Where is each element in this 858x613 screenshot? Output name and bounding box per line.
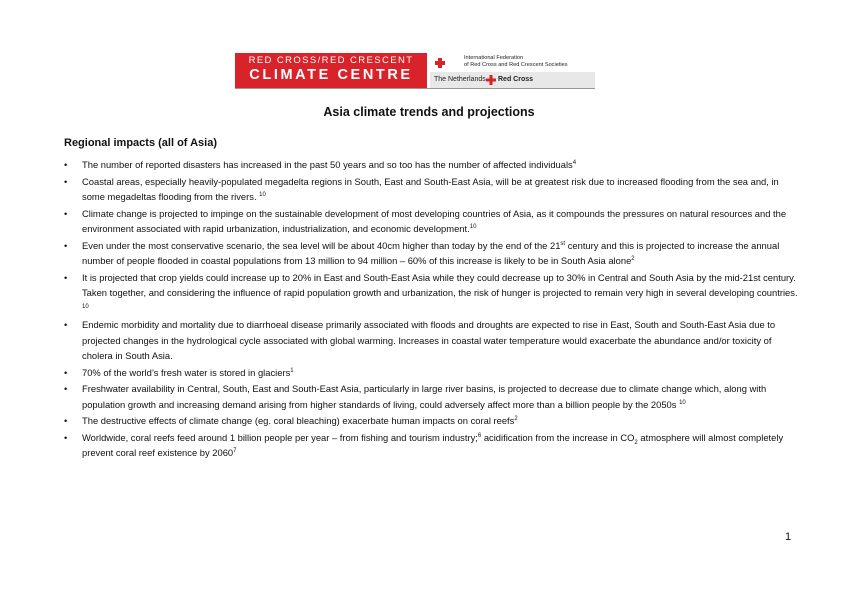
bullet-text-cont: century and this is projected to increase the annual number of people flooded in coastal populations from 13 million to 94 million – 60% of this increase is likely to be in South Asia alone xyxy=(82,239,780,266)
citation: 2 xyxy=(631,255,635,262)
list-item xyxy=(64,270,800,317)
ifrc-line2: of Red Cross and Red Crescent Societies xyxy=(464,61,568,68)
subscript: 2 xyxy=(634,439,638,446)
netherlands-red-cross-bar xyxy=(430,72,595,89)
bullet-text: Even under the most conservative scenario, the sea level will be about 40cm higher than today by the end of the 21 xyxy=(82,239,561,251)
bullet-text: Coastal areas, especially heavily-populated megadelta regions in South, East and South-East Asia, will be at greatest risk due to increased flooding from the sea and, in some megadeltas flooding from the rivers. xyxy=(82,175,779,202)
bullet-text: The number of reported disasters has increased in the past 50 years and so too has the number of affected individuals xyxy=(82,159,573,170)
bullet-text: Climate change is projected to impinge on the sustainable development of most developing countries of Asia, as it compounds the pressures on natural resources and the environment associated with rapid urbanization, industrialization, and economic development. xyxy=(82,207,787,234)
bullet-text: It is projected that crop yields could increase up to 20% in East and South-East Asia while they could decrease up to 30% in Central and South Asia by the mid-21st century. Taken together, and considering the influence of rapid population growth and urbanization, the risk of hunger is projected to remain very high in several developing countries. xyxy=(82,271,798,298)
page-title: Asia climate trends and projections xyxy=(323,105,535,119)
list-item xyxy=(64,238,800,269)
bullet-text: Worldwide, coral reefs feed around 1 billion people per year – from fishing and tourism industry; xyxy=(82,431,478,443)
bullet-marker: • xyxy=(64,431,68,443)
bullet-marker: • xyxy=(64,415,68,426)
nl-text: The Netherlands xyxy=(434,76,486,83)
citation: 10 xyxy=(469,223,477,230)
red-cross-icon xyxy=(486,75,496,85)
list-item xyxy=(64,365,800,381)
red-cross-crescent-icon xyxy=(432,55,460,71)
bullet-marker: • xyxy=(64,271,68,283)
bullet-text: 70% of the world’s fresh water is stored in glaciers xyxy=(82,366,291,378)
citation: 4 xyxy=(572,159,577,166)
bullet-marker: • xyxy=(64,319,68,330)
nl-red-cross-text: Red Cross xyxy=(498,76,534,83)
section-heading: Regional impacts (all of Asia) xyxy=(64,137,218,149)
logo-partner-panel xyxy=(430,53,595,89)
climate-centre-logo xyxy=(235,53,595,89)
bullet-text-cont: atmosphere will almost completely prevent coral reef existence by 2060 xyxy=(82,431,784,458)
bullet-text: The destructive effects of climate change (eg. coral bleaching) exacerbate human impacts on coral reefs xyxy=(82,415,515,426)
list-item xyxy=(64,317,800,364)
impacts-list xyxy=(64,157,800,462)
bullet-text: Freshwater availability in Central, South, East and South-East Asia, particularly in large river basins, is projected to decrease due to climate change which, along with population growth and increasing demand arising from higher standards of living, could adversely affect more than a billion people by the 2050s xyxy=(82,383,767,410)
logo-red-panel xyxy=(235,53,427,89)
ifrc-text xyxy=(464,55,568,68)
citation: 7 xyxy=(233,447,237,454)
citation: 10 xyxy=(82,303,89,310)
bullet-marker: • xyxy=(64,383,68,394)
list-item xyxy=(64,174,800,205)
list-item xyxy=(64,206,800,237)
ordinal-suffix: st xyxy=(560,240,566,247)
list-item xyxy=(64,381,800,412)
list-item xyxy=(64,413,800,429)
page-number: 1 xyxy=(785,531,792,543)
ifrc-line1: International Federation xyxy=(464,55,524,61)
bullet-text: Endemic morbidity and mortality due to diarrhoeal disease primarily associated with floods and droughts are expected to rise in East, South and South-East Asia due to projected changes in the hydrological cycle associated with global warming. Increases in coastal water temperature would exacerbate the abundance and/or toxicity of cholera in South Asia. xyxy=(82,319,776,361)
citation: 10 xyxy=(679,399,686,406)
logo-line2: CLIMATE CENTRE xyxy=(249,67,413,83)
logo-divider xyxy=(235,88,595,89)
bullet-marker: • xyxy=(64,366,68,378)
list-item xyxy=(64,157,800,173)
logo-line1: RED CROSS/RED CRESCENT xyxy=(248,55,414,66)
bullet-marker: • xyxy=(64,175,68,187)
bullet-marker: • xyxy=(64,239,68,251)
bullet-marker: • xyxy=(64,207,68,219)
citation: 2 xyxy=(514,415,518,422)
bullet-marker: • xyxy=(64,159,68,170)
bullet-text-cont: acidification from the increase in CO xyxy=(481,431,635,443)
list-item xyxy=(64,430,800,461)
citation: 6 xyxy=(477,432,482,439)
citation: 10 xyxy=(259,191,266,198)
citation: 1 xyxy=(290,367,294,374)
